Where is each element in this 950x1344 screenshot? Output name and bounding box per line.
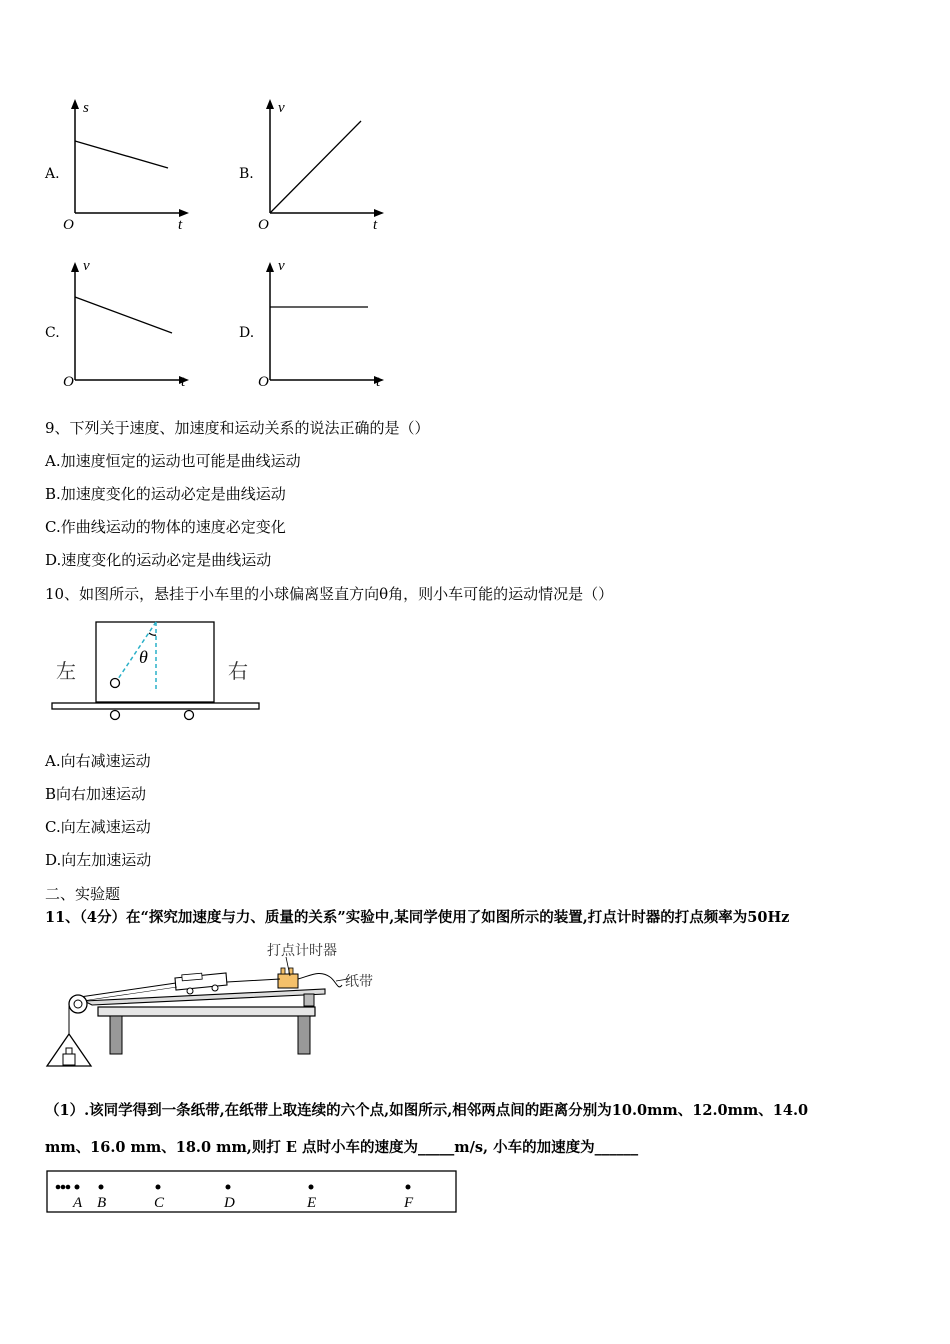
graph-d-xlabel: t (376, 374, 381, 390)
q9-option-a: A.加速度恒定的运动也可能是曲线运动 (45, 452, 301, 470)
graph-a (55, 95, 195, 235)
q10-option-d: D.向左加速运动 (45, 851, 152, 869)
graph-a-origin: O (63, 217, 74, 233)
q10-stem: 10、如图所示，悬挂于小车里的小球偏离竖直方向θ角，则小车可能的运动情况是（） (45, 585, 614, 603)
graph-d-origin: O (258, 374, 269, 390)
q11-tape-figure (45, 1168, 460, 1216)
timer-label: 打点计时器 (267, 944, 337, 959)
tape-label-d: D (224, 1195, 235, 1211)
q10-option-a: A.向右减速运动 (45, 752, 151, 770)
q11-stem: 11、（4分）在“探究加速度与力、质量的关系”实验中,某同学使用了如图所示的装置,打点计时器的打点频率为50Hz (45, 909, 790, 926)
graph-d-ylabel: v (278, 258, 285, 274)
q11-apparatus-figure (40, 935, 390, 1075)
graph-c-origin: O (63, 374, 74, 390)
graph-a-xlabel: t (178, 217, 183, 233)
angle-theta: θ (139, 647, 148, 667)
graph-a-label: A. (45, 166, 60, 182)
pendulum-ball (111, 679, 120, 688)
graph-d (250, 258, 390, 393)
graph-c (55, 258, 195, 393)
tape-label-c: C (154, 1195, 165, 1211)
graph-b (250, 95, 390, 235)
graph-b-ylabel: v (278, 100, 285, 116)
graph-c-ylabel: v (83, 258, 90, 274)
tape-point-f (406, 1185, 411, 1190)
graph-c-xlabel: t (181, 374, 186, 390)
tape-point-b (99, 1185, 104, 1190)
wheel-right (185, 711, 194, 720)
tape-point-c (156, 1185, 161, 1190)
q11-part1-line2: mm、16.0 mm、18.0 mm,则打 E 点时小车的速度为_____m/s, 小车的加速度为______ (45, 1139, 639, 1156)
tape-point-e (309, 1185, 314, 1190)
section2-title: 二、实验题 (45, 885, 121, 903)
ticker-timer (278, 974, 298, 988)
q9-option-b: B.加速度变化的运动必定是曲线运动 (45, 485, 286, 503)
graph-d-label: D. (239, 325, 255, 341)
q10-option-c: C.向左减速运动 (45, 818, 151, 836)
tape-label-a: A (73, 1195, 83, 1211)
q11-part1-line1: （1）.该同学得到一条纸带,在纸带上取连续的六个点,如图所示,相邻两点间的距离分别为10.0mm、12.0mm、14.0 (45, 1102, 809, 1119)
direction-right: 右 (228, 661, 248, 683)
tape-label-b: B (97, 1195, 107, 1211)
tape-label-e: E (307, 1195, 317, 1211)
q9-stem: 9、下列关于速度、加速度和运动关系的说法正确的是（） (45, 419, 430, 437)
q10-cart-figure (45, 615, 270, 725)
direction-left: 左 (56, 661, 76, 683)
graph-a-ylabel: s (83, 100, 89, 116)
graph-b-xlabel: t (373, 217, 378, 233)
tape-point-a (75, 1185, 80, 1190)
q10-option-b: B向右加速运动 (45, 785, 147, 803)
graph-b-line (270, 121, 361, 213)
wheel-left (111, 711, 120, 720)
graph-b-origin: O (258, 217, 269, 233)
q9-option-d: D.速度变化的运动必定是曲线运动 (45, 551, 272, 569)
graph-c-label: C. (45, 325, 60, 341)
graph-c-line (75, 297, 172, 333)
tape-label-f: F (404, 1195, 414, 1211)
tape-label: 纸带 (345, 975, 373, 990)
graph-b-label: B. (239, 166, 254, 182)
graph-a-line (75, 141, 168, 168)
q9-option-c: C.作曲线运动的物体的速度必定变化 (45, 518, 286, 536)
tape-point-d (226, 1185, 231, 1190)
